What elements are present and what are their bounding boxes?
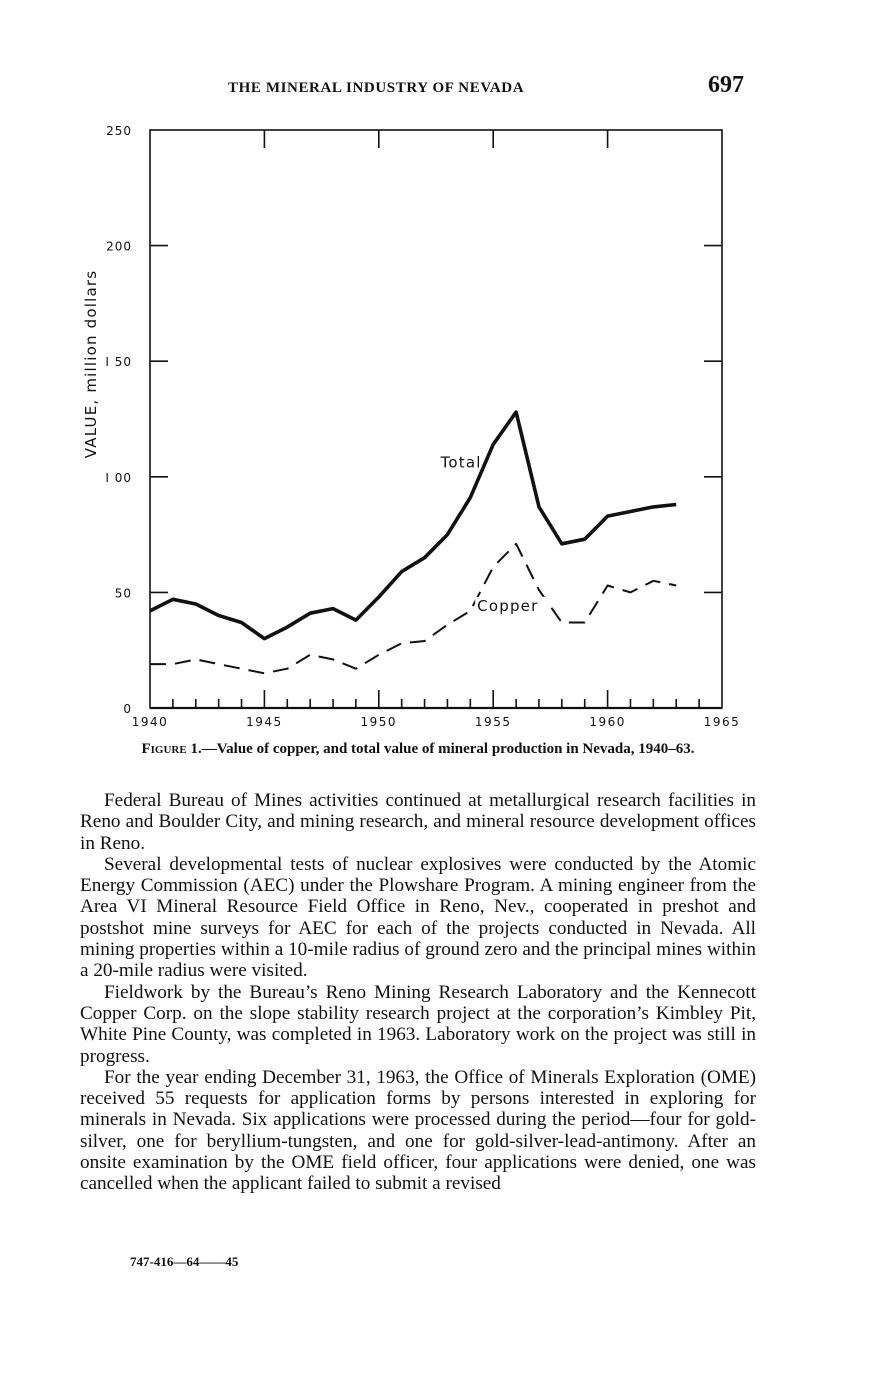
x-tick-label: 1960 [589, 715, 626, 729]
caption-text: —Value of copper, and total value of mineral production in Nevada, 1940–63. [201, 741, 695, 757]
paragraph: Federal Bureau of Mines activities continued at metallurgical research facilities in Reno and Boulder City, and mining research, and mineral resource development offices in Reno. [80, 790, 756, 854]
y-tick-label: I 50 [105, 355, 132, 370]
body-text [80, 790, 756, 1195]
running-title: THE MINERAL INDUSTRY OF NEVADA [228, 80, 525, 96]
x-tick-label: 1965 [703, 715, 741, 729]
y-tick-label: 250 [106, 124, 132, 138]
series-label-total: Total [440, 453, 482, 472]
page-number: 697 [708, 72, 744, 98]
y-tick-label: 50 [114, 586, 132, 601]
x-tick-label: 1940 [131, 715, 169, 729]
y-tick-label: 0 [123, 702, 132, 716]
y-tick-label: 200 [106, 239, 132, 254]
series-line-total [150, 412, 676, 638]
footer-code: 747-416—64——45 [130, 1254, 239, 1269]
figure-caption [80, 740, 756, 758]
x-tick-label: 1950 [360, 715, 398, 729]
x-tick-label: 1945 [246, 715, 283, 729]
paragraph: Fieldwork by the Bureau’s Reno Mining Research Laboratory and the Kennecott Copper Corp. on the slope stability research project at the corporation’s Kimbley Pit, White Pine County, was completed in 1963. Laboratory work on the project was still in progress. [80, 981, 756, 1067]
paragraph: Several developmental tests of nuclear explosives were conducted by the Atomic Energy Commission (AEC) under the Plowshare Program. A mining engineer from the Area VI Mineral Resource Field Office in Reno, Nev., cooperated in preshot and postshot mine surveys for AEC for each of the projects conducted in Nevada. All mining properties within a 10-mile radius of ground zero and the principal mines within a 20-mile radius were visited. [80, 853, 756, 982]
x-tick-label: 1955 [474, 715, 512, 729]
paragraph: For the year ending December 31, 1963, the Office of Minerals Exploration (OME) received 55 requests for application forms by persons interested in exploring for minerals in Nevada. Six applications were processed during the period—four for gold-silver, one for beryllium-tungsten, and one for gold-silver-lead-antimony. After an onsite examination by the OME field officer, four applications were denied, one was cancelled when the applicant failed to submit a revised [80, 1066, 756, 1195]
y-tick-label: I 00 [105, 470, 132, 485]
caption-label: Figure 1. [141, 741, 202, 757]
y-axis-title: VALUE, million dollars [82, 269, 100, 459]
series-label-copper: Copper [477, 596, 539, 615]
